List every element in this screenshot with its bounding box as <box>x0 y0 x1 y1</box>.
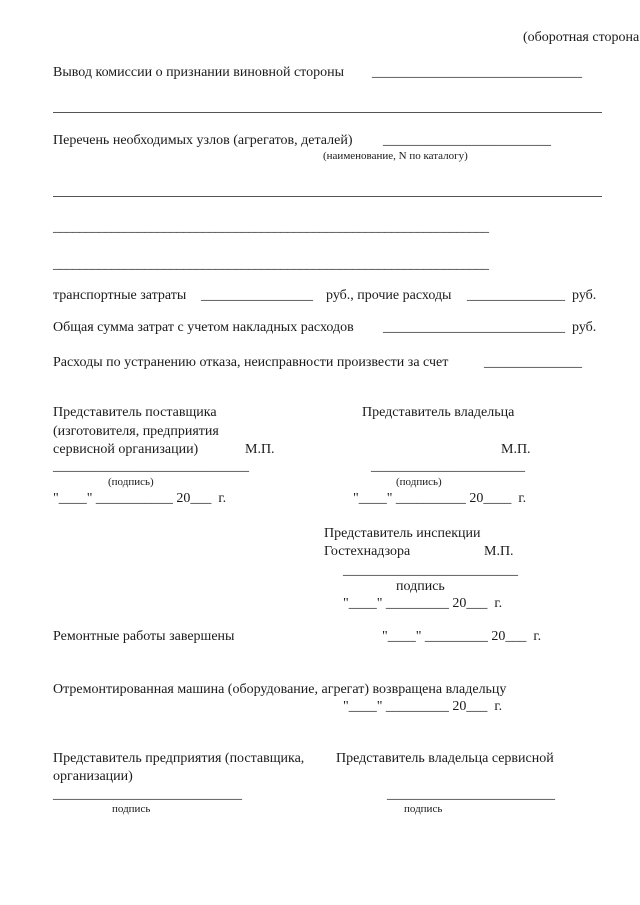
inspection-rep-date[interactable]: "____" _________ 20___ г. <box>343 596 503 611</box>
total-costs-label: Общая сумма затрат с учетом накладных расходов <box>53 320 354 335</box>
verdict-label: Вывод комиссии о признании виновной стороны <box>53 65 344 80</box>
supplier-rep-signature-label: (подпись) <box>108 476 154 488</box>
inspection-rep-title: Представитель инспекции <box>324 526 481 541</box>
other-costs-currency: руб. <box>572 288 597 303</box>
enterprise-rep-title: Представитель предприятия (поставщика, <box>53 751 305 766</box>
verdict-continuation-line[interactable] <box>53 112 602 113</box>
inspection-rep-signature-label: подпись <box>396 579 445 594</box>
total-costs-blank[interactable]: __________________________ <box>383 320 565 335</box>
other-costs-label: руб., прочие расходы <box>326 288 452 303</box>
supplier-rep-date[interactable]: "____" ___________ 20___ г. <box>53 491 227 506</box>
verdict-blank[interactable]: ______________________________ <box>372 65 582 80</box>
service-owner-rep-signature-line[interactable]: ________________________ <box>387 787 555 802</box>
service-owner-rep-signature-label: подпись <box>404 803 443 815</box>
inspection-rep-signature-line[interactable]: _________________________ <box>343 563 518 578</box>
total-costs-currency: руб. <box>572 320 597 335</box>
parts-line-1[interactable] <box>53 196 602 197</box>
supplier-rep-signature-line[interactable]: ____________________________ <box>53 459 249 474</box>
returned-date[interactable]: "____" _________ 20___ г. <box>343 699 503 714</box>
owner-rep-title: Представитель владельца <box>362 405 515 420</box>
owner-rep-date[interactable]: "____" __________ 20____ г. <box>353 491 527 506</box>
inspection-rep-org: Гостехнадзора <box>324 544 411 559</box>
owner-rep-signature-label: (подпись) <box>396 476 442 488</box>
enterprise-rep-org: организации) <box>53 769 133 784</box>
parts-label: Перечень необходимых узлов (агрегатов, деталей) <box>53 133 353 148</box>
supplier-rep-subtitle: (изготовителя, предприятия <box>53 424 219 439</box>
owner-rep-stamp: М.П. <box>501 442 531 457</box>
expenses-label: Расходы по устранению отказа, неисправности произвести за счет <box>53 355 449 370</box>
repair-done-label: Ремонтные работы завершены <box>53 629 235 644</box>
supplier-rep-org: сервисной организации) <box>53 442 199 457</box>
parts-line-3[interactable]: ___________________________________________________________________ <box>53 257 489 272</box>
other-costs-blank[interactable]: ______________ <box>467 288 565 303</box>
transport-costs-label: транспортные затраты <box>53 288 187 303</box>
inspection-rep-stamp: М.П. <box>484 544 514 559</box>
parts-hint: (наименование, N по каталогу) <box>323 150 468 162</box>
enterprise-rep-signature-line[interactable]: ___________________________ <box>53 787 242 802</box>
page-side-note: (оборотная сторона <box>523 30 640 45</box>
transport-costs-blank[interactable]: ________________ <box>201 288 313 303</box>
returned-label: Отремонтированная машина (оборудование, агрегат) возвращена владельцу <box>53 682 507 697</box>
parts-blank[interactable]: ________________________ <box>383 133 551 148</box>
owner-rep-signature-line[interactable]: ______________________ <box>371 459 525 474</box>
parts-line-2[interactable]: ___________________________________________________________________ <box>53 220 489 235</box>
expenses-blank[interactable]: ______________ <box>484 355 582 370</box>
enterprise-rep-signature-label: подпись <box>112 803 151 815</box>
supplier-rep-title: Представитель поставщика <box>53 405 217 420</box>
supplier-rep-stamp: М.П. <box>245 442 275 457</box>
repair-done-date[interactable]: "____" _________ 20___ г. <box>382 629 542 644</box>
service-owner-rep-title: Представитель владельца сервисной <box>336 751 554 766</box>
